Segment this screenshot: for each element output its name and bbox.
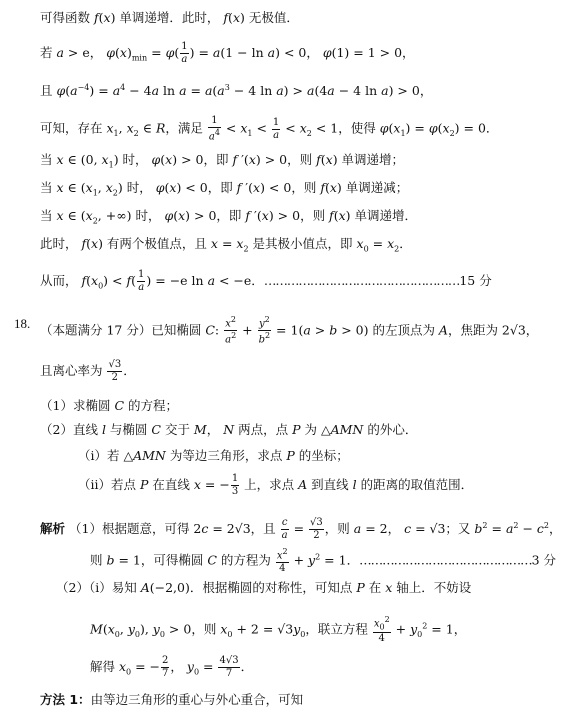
method-1-label: 方法 1： bbox=[40, 692, 91, 707]
text-line-2: 若 a > e， $\varphi(x)_{min} = \varphi$( $\frac{1}{a}$ ) = a(1 − ln a) < 0， φ(1) = 1 > 0， bbox=[40, 41, 415, 65]
method-1-text: 由等边三角形的重心与外心重合，可知 bbox=[90, 692, 304, 707]
text-line-4: 可知，存在 $x_1$, $x_2$ ∈ R，满足 $\frac{1}{a^4}$ < $x_1$ < $\frac{1}{a}$ < $x_2 < 1$，使得 $\varphi(x_1) = \varphi(x_2) = 0$． bbox=[40, 115, 499, 143]
text-line-5: 当 x ∈ (0, $x_1$) 时， φ(x) > 0，即 f ′(x) > 0，则 f(x) 单调递增； bbox=[40, 152, 405, 170]
problem-stem: （本题满分 17 分）已知椭圆 C: $\frac{x^2}{a^2}$ + $\frac{y^2}{b^2}$ = 1(a > b > 0) 的左顶点为 A，焦距为 2√3， bbox=[40, 315, 539, 346]
solution-part-2a: （2）（i）易知 A(−2,0)．根据椭圆的对称性，可知点 P 在 x 轴上．不妨设 bbox=[56, 580, 472, 595]
question-2-ii: （ii）若点 P 在直线 x = − $\frac{1}{3}$ 上，求点 A 到直线 l 的距离的取值范围． bbox=[78, 473, 474, 497]
text-line-7: 当 x ∈ ($x_2$, +∞) 时， φ(x) > 0，即 f ′(x) > 0，则 f(x) 单调递增． bbox=[40, 208, 417, 226]
text-line-8: 此时， f(x) 有两个极值点，且 $x = x_2$ 是其极小值点，即 $x_0 = x_2$． bbox=[40, 236, 412, 254]
question-1: （1）求椭圆 C 的方程； bbox=[40, 398, 178, 413]
text-line-6: 当 x ∈ ($x_1$, $x_2$) 时， φ(x) < 0，即 f ′(x) < 0，则 f(x) 单调递减； bbox=[40, 180, 409, 198]
solution-part-1a: 解析 （1）根据题意，可得 2c = 2√3，且 $\frac{c}{a}$ = $\frac{√3}{2}$ ，则 a = 2， c = √3；又 $b^2 = a^2 - c^2$， bbox=[40, 517, 562, 542]
text-line-1: 可得函数 f(x) 单调递增．此时， f(x) 无极值． bbox=[40, 10, 299, 25]
solution-part-1b: 则 b = 1，可得椭圆 C 的方程为 $\frac{x^2}{4}$ + $y^2 = 1$．………………………………………3 分 bbox=[90, 547, 557, 575]
question-2: （2）直线 l 与椭圆 C 交于 M， N 两点，点 P 为 △AMN 的外心． bbox=[40, 422, 418, 437]
problem-number: 18. bbox=[14, 316, 31, 331]
method-1-line bbox=[40, 692, 499, 708]
solution-part-2b: $M(x_0$, $y_0$), $y_0 > 0$，则 $x_0 + 2 = √3y_0$，联立方程 $\frac{x_0^2}{4}$ + $y_0^2 = 1$， bbox=[90, 615, 467, 645]
text-line-3: 且 $\varphi(a^{-4}) = a^4 - 4a$ $\ln a = a(a^3 - 4$ ln a) > a(4a − 4 ln a) > 0， bbox=[40, 83, 433, 99]
question-2-i: （i）若 △AMN 为等边三角形，求点 P 的坐标； bbox=[78, 448, 349, 463]
solution-label: 解析 bbox=[40, 521, 66, 537]
problem-stem-2: 且离心率为 $\frac{√3}{2}$ ． bbox=[40, 359, 136, 383]
text-line-9: 从而， $f(x_0) < f$( $\frac{1}{a}$ ) = −e ln a < −e．……………………………………………15 分 bbox=[40, 269, 492, 293]
solution-part-2c: 解得 $x_0$ = − $\frac{2}{7}$ ， $y_0$ = $\frac{4√3}{7}$ ． bbox=[90, 655, 254, 679]
